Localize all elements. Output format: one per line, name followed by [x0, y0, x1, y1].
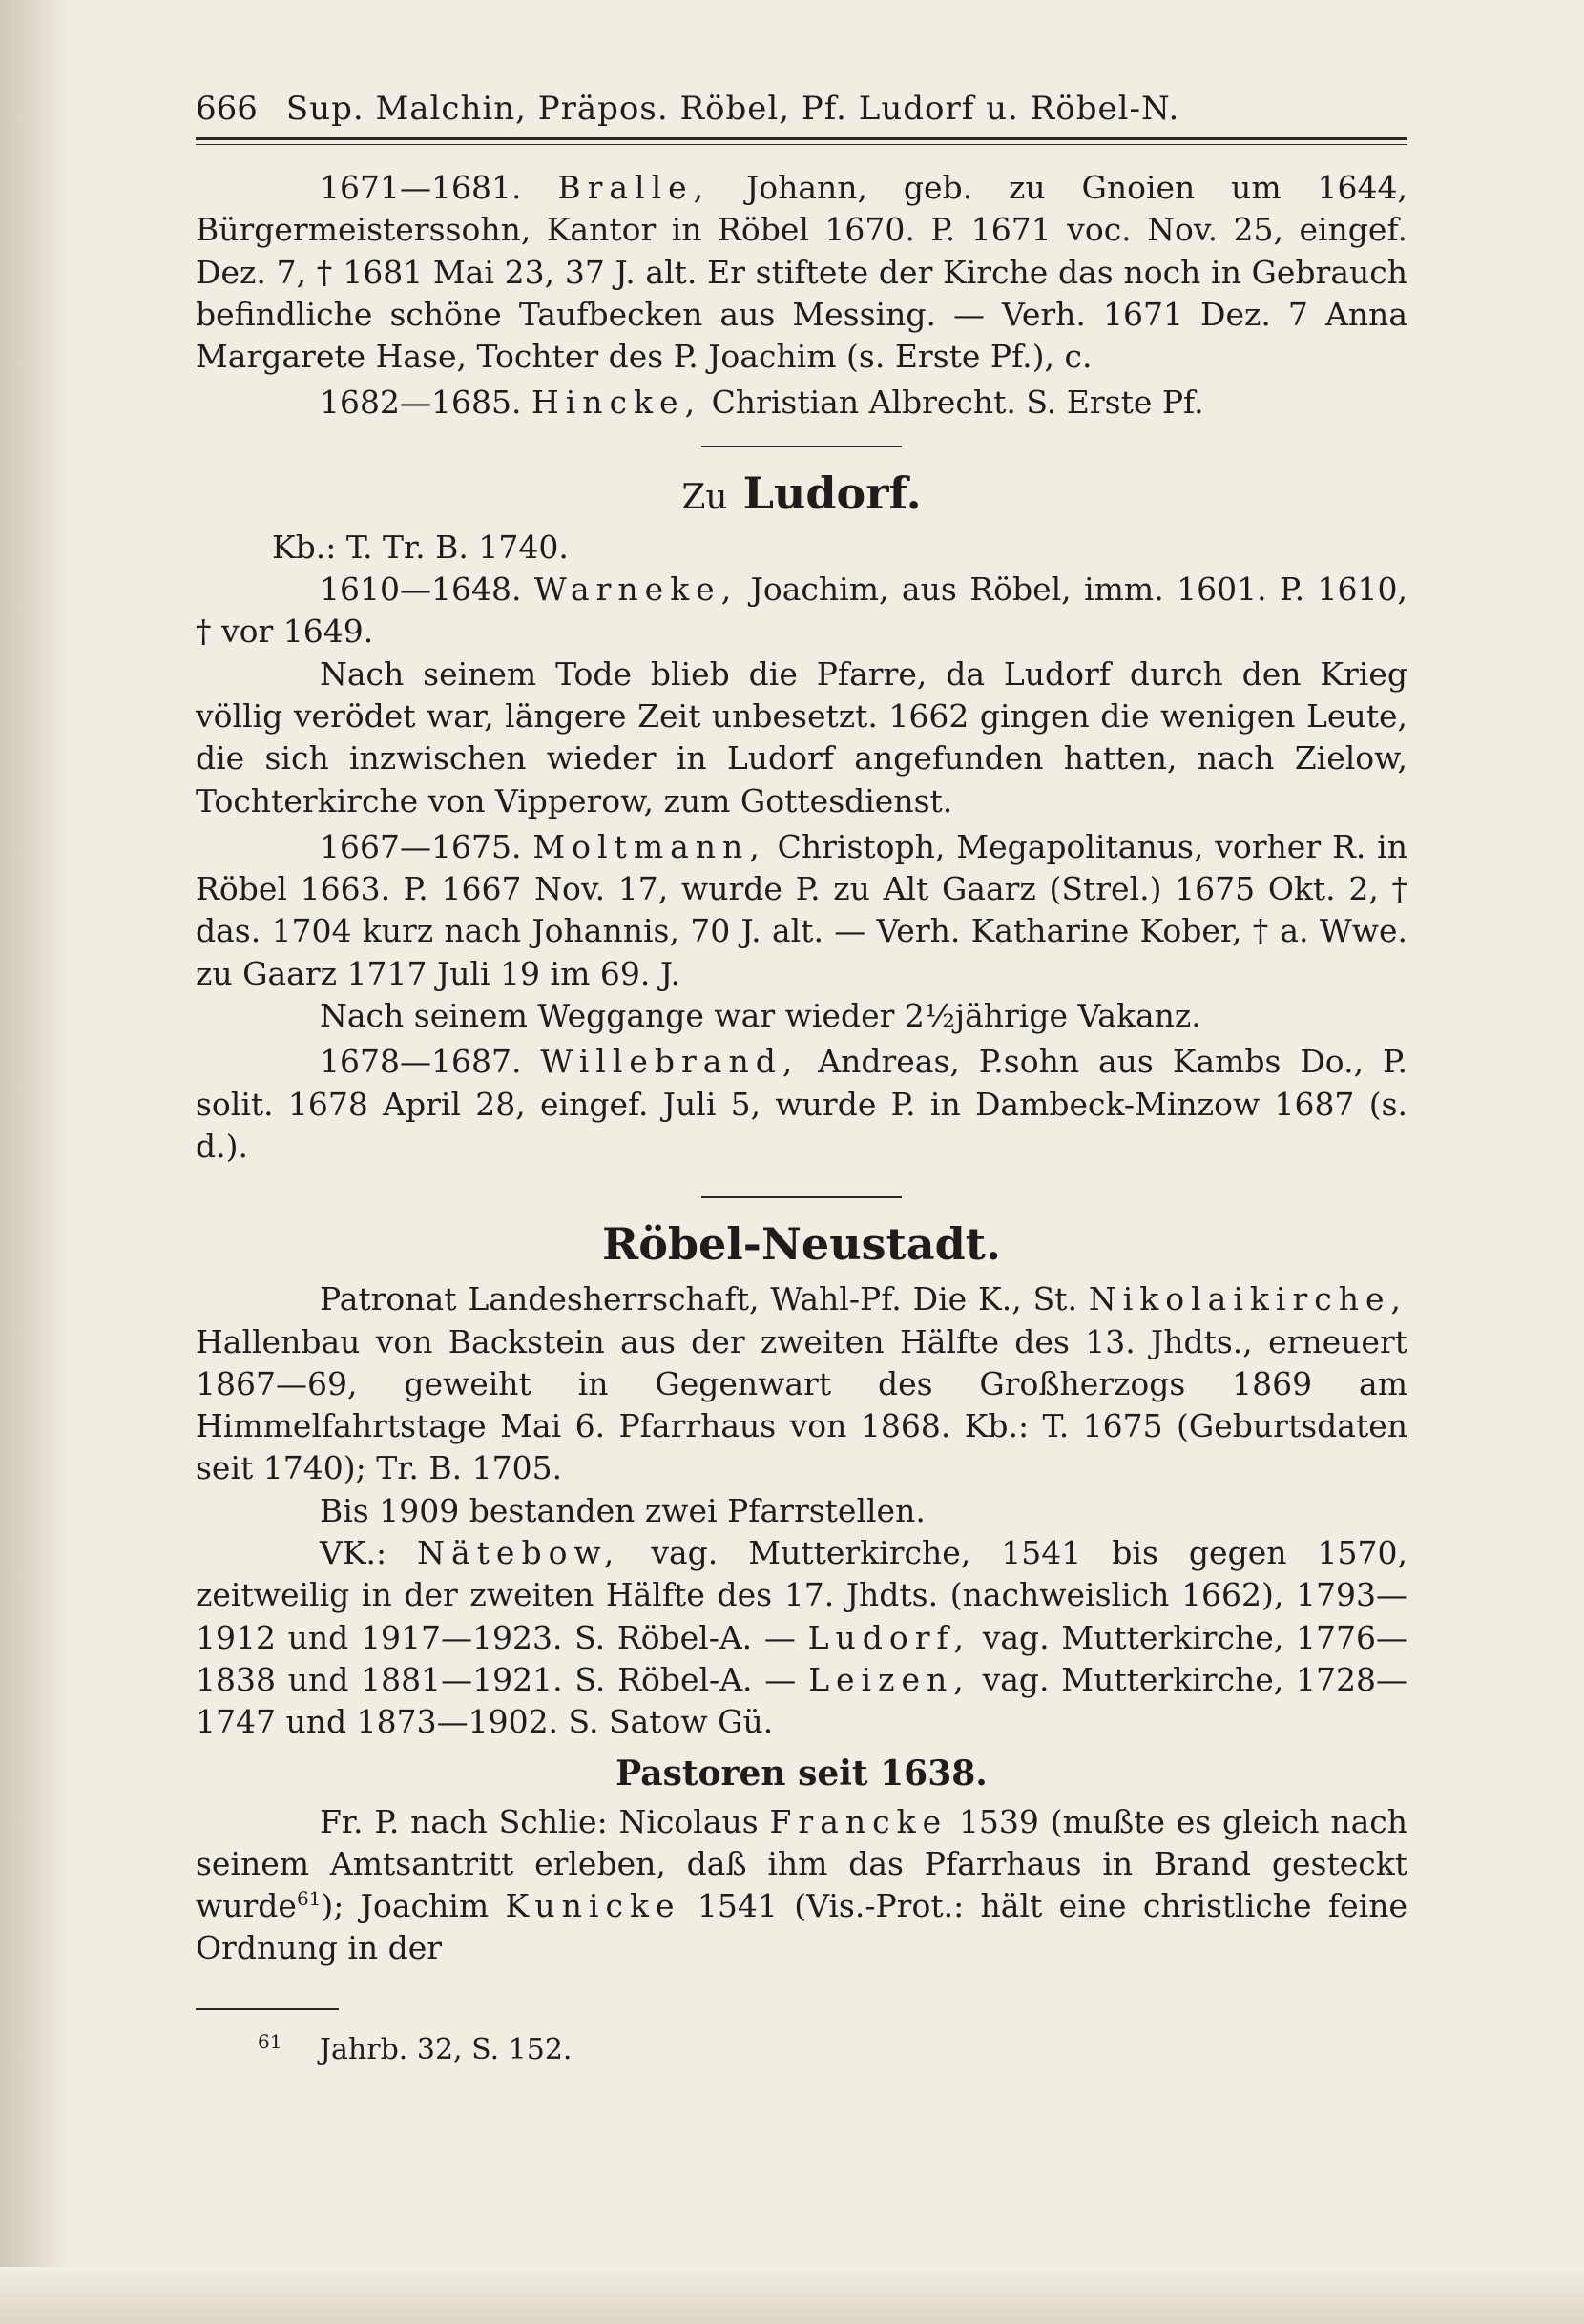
text-run: 1539 (mußte es gleich nach seinem Amtsantritt erleben, daß ihm das Pfarrhaus in Brand gesteckt wurde [196, 1802, 1407, 1925]
place-name: Nätebow, [417, 1534, 621, 1572]
page-edge-shadow [0, 0, 67, 2324]
text-run: vag. Mutterkirche, 1728—1747 und 1873—1902. S. Satow Gü. [196, 1660, 1407, 1741]
paragraph-vacancy: Nach seinem Weggange war wieder 2½jährige Vakanz. [320, 997, 1201, 1035]
heading-prefix: Zu [681, 477, 728, 517]
entry-text: Andreas, P.sohn aus Kambs Do., P. solit. 1678 April 28, eingef. Juli 5, wurde P. in Dambeck-Minzow 1687 (s. d.). [196, 1043, 1407, 1165]
place-name: Leizen, [808, 1660, 970, 1698]
entry-name: Moltmann, [532, 827, 766, 865]
page-content [196, 88, 1407, 2071]
paragraph-pfarrstellen: Bis 1909 bestanden zwei Pfarrstellen. [320, 1491, 926, 1529]
entry-willebrand [196, 1041, 1407, 1168]
kb-line: Kb.: T. Tr. B. 1740. [272, 528, 569, 566]
entry-years: 1678—1687. [320, 1043, 522, 1081]
place-name: Ludorf, [807, 1618, 971, 1656]
entry-name: Bralle, [557, 169, 711, 206]
running-header [196, 88, 1407, 140]
section-divider [701, 1196, 902, 1198]
footnote-number: 61 [258, 2029, 282, 2053]
text-run: vag. Mutterkirche, 1541 bis gegen 1570, zeitweilig in der zweiten Hälfte des 17. Jhdts. (nachweislich 1662), 1793—1912 und 1917—1923. S. Röbel-A. — [196, 1534, 1407, 1656]
paragraph-vk [196, 1532, 1407, 1743]
heading-name: Ludorf. [742, 467, 922, 519]
text-run: Hallenbau von Backstein aus der zweiten Hälfte des 13. Jhdts., erneuert 1867—69, geweiht in Gegenwart des Großherzogs 1869 am Himmelfahrtstage Mai 6. Pfarrhaus von 1868. Kb.: T. 1675 (Geburtsdaten seit 1740); Tr. B. 1705. [196, 1322, 1407, 1487]
footnote-rule [196, 2008, 339, 2010]
text-run: vag. Mutterkirche, 1776—1838 und 1881—1921. S. Röbel-A. — [196, 1618, 1407, 1698]
footnote [196, 2029, 1407, 2071]
footnote-text: Jahrb. 32, S. 152. [320, 2032, 573, 2066]
entry-text: Joachim, aus Röbel, imm. 1601. P. 1610, † vor 1649. [196, 571, 1407, 651]
person-name: Kunicke [505, 1887, 681, 1925]
person-name: Francke [769, 1802, 948, 1840]
entry-moltmann [196, 826, 1407, 995]
entry-text: Christian Albrecht. S. Erste Pf. [711, 384, 1204, 422]
entry-text: Johann, geb. zu Gnoien um 1644, Bürgermeisterssohn, Kantor in Röbel 1670. P. 1671 voc. Nov. 25, eingef. Dez. 7, † 1681 Mai 23, 37 J. alt. Er stiftete der Kirche das noch in Gebrauch befindliche schöne Taufbecken aus Messing. — Verh. 1671 Dez. 7 Anna Margarete Hase, Tochter des P. Joachim (s. Erste Pf.), c. [196, 169, 1408, 376]
text-run: Fr. P. nach Schlie: Nicolaus [320, 1802, 759, 1840]
vk-label: VK.: [320, 1534, 387, 1572]
header-title: Sup. Malchin, Präpos. Röbel, Pf. Ludorf u. Röbel-N. [285, 90, 1180, 128]
section-divider [701, 446, 902, 447]
entry-years: 1671—1681. [320, 169, 522, 206]
text-run: Patronat Landesherrschaft, Wahl-Pf. Die K., St. [320, 1280, 1077, 1318]
entry-name: Willebrand, [540, 1043, 800, 1081]
pastoren-heading: Pastoren seit 1638. [615, 1753, 988, 1794]
text-run: ); Joachim [321, 1887, 490, 1925]
entry-bralle [196, 167, 1407, 378]
entry-years: 1610—1648. [320, 571, 522, 609]
entry-text: Christoph, Megapolitanus, vorher R. in Röbel 1663. P. 1667 Nov. 17, wurde P. zu Alt Gaarz (Strel.) 1675 Okt. 2, † das. 1704 kurz nach Johannis, 70 J. alt. — Verh. Katharine Kober, † a. Wwe. zu Gaarz 1717 Juli 19 im 69. J. [196, 827, 1407, 992]
entry-warneke [196, 569, 1407, 654]
footnote-ref[interactable]: 61 [296, 1887, 322, 1911]
page-bottom-shadow [0, 2267, 1584, 2324]
entry-name: Warneke, [533, 571, 739, 609]
entry-years: 1682—1685. [320, 384, 522, 422]
entry-hincke [196, 382, 1407, 424]
paragraph-fruehe-pastoren [196, 1801, 1407, 1970]
entry-name: Hincke, [531, 384, 702, 422]
section-heading-ludorf [196, 465, 1407, 527]
text-run: 1541 (Vis.-Prot.: hält eine christliche feine Ordnung in der [196, 1887, 1407, 1967]
church-name: Nikolaikirche, [1088, 1280, 1407, 1318]
paragraph-ludorf-vacancy: Nach seinem Tode blieb die Pfarre, da Ludorf durch den Krieg völlig verödet war, längere Zeit unbesetzt. 1662 gingen die wenigen Leute, die sich inzwischen wieder in Ludorf angefunden hatten, nach Zielow, Tochterkirche von Vipperow, zum Gottesdienst. [196, 654, 1407, 820]
paragraph-patronat [196, 1278, 1407, 1489]
entry-years: 1667—1675. [320, 827, 522, 865]
section-heading-neustadt: Röbel-Neustadt. [601, 1218, 1002, 1271]
page-number: 666 [196, 90, 258, 128]
